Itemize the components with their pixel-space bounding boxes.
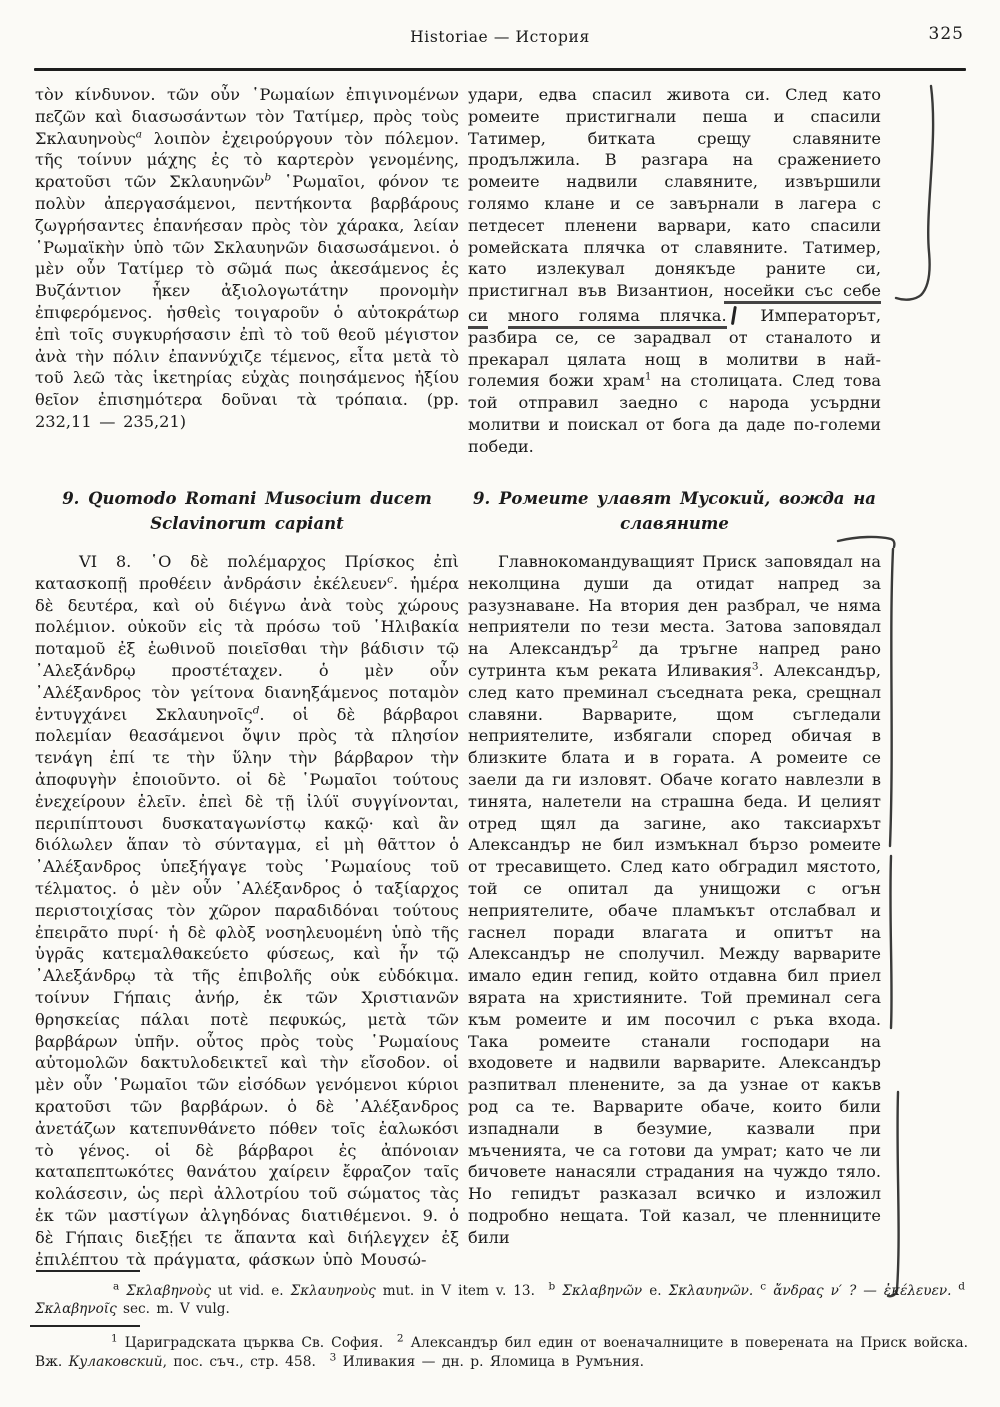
greek-text: . οἱ δὲ βάρβαροι πολεμίαν θεασάμενοι ὄψιν πρὸς τὰ πλησίον τενάγη ἐπί τε τὴν ὕλην τὴν βάρβαρον τὴν ἀποφυγὴν ἐποιοῦντο. οἱ δὲ ῾Ρωμαῖοι τούτους ἐνεχείρουν ἑλεῖν. ἐπεὶ δὲ τῇ ἰλύϊ συγγίνονται, περιπίπτουσι δυσκαταγωνίστῳ κακῷ· καὶ ἂν διόλωλεν ἅπαν τὸ σύνταγμα, εἰ μὴ θᾶττον ὁ ᾿Αλέξανδρος ὑπεξήγαγε τοὺς ῾Ρωμαίους τοῦ τέλματος. ὁ μὲν οὖν ᾿Αλέξανδρος ὁ ταξίαρχος περιστοιχίσας τὸν χῶρον παραδιδόναι τούτους ἐπειρᾶτο πυρί· ἡ δὲ φλὸξ νοσηλευομένη ὑπὸ τῆς ὑγρᾶς κατεμαλθακεύετο φύσεως, καὶ ἦν τῷ ᾿Αλεξάνδρῳ τὰ τῆς ἐπιβολῆς οὐκ εὐδόκιμα. τοίνυν Γήπαις ἀνήρ, ἐκ τῶν Χριστιανῶν θρησκείας πάλαι ποτὲ πεφυκώς, μετὰ τῶν βαρβάρων ὑπῆν. οὗτος πρὸς τοὺς ῾Ρωμαίους αὐτομολῶν δακτυλοδεικτεῖ καὶ τὴν εἴσοδον. οἱ μὲν οὖν ῾Ρωμαῖοι τῶν εἰσόδων γενόμενοι κύριοι κρατοῦσι τῶν βαρβάρων. ὁ δὲ ᾿Αλέξανδρος ἀνετάζων κατεπυνθάνετο πόθεν τοῖς ἑαλωκόσι τὸ γένος. οἱ δὲ βάρβαροι ἐς ἀπόνοιαν καταπεπτωκότες θανάτου χαίρειν ἔφραζον ταῖς κολάσεσιν, ὡς περὶ ἀλλοτρίου τοῦ σώματος τὰς ἐκ τῶν μαστίγων ἀλγηδόνας διατιθέμενοι. 9. ὁ δὲ Γήπαις διεξῄει τε ἅπαντα καὶ διήλεγχεν ἐξ ἐπιλέπτου τὰ πράγματα, φάσκων ὑπὸ Μουσώ- bbox=[35, 704, 459, 1269]
pen-margin-mark-3 bbox=[890, 856, 891, 1028]
space bbox=[488, 306, 508, 325]
pen-bracket-mark bbox=[731, 306, 737, 325]
apparatus-greek: ἄνδρας ν′ ? — ἐκέλευεν. bbox=[766, 1283, 959, 1299]
apparatus-marker-d: d bbox=[252, 704, 260, 717]
apparatus-label-c: c bbox=[760, 1280, 767, 1293]
running-header: Historiae — История bbox=[410, 28, 590, 46]
note-text: Иливакия — дн. р. Яломица в Румъния. bbox=[336, 1354, 645, 1370]
critical-apparatus bbox=[35, 1282, 965, 1318]
greek-text: . ἡμέρα δὲ δευτέρα, καὶ οὐ διέγνω ἀνὰ τοὺς χώρους πολέμιον. οὐκοῦν εἰς τὰ πρόσω τοῦ ῾Ηλιβακία ποταμοῦ ἐξ ἑωθινοῦ ποιεῖσθαι τὴν βάδισιν τῷ ᾿Αλεξάνδρῳ προστέταχεν. ὁ μὲν οὖν ᾿Αλέξανδρος τὸν γείτονα διανηξάμενος ποταμὸν ἐντυγχάνει Σκλαυηνοῖς bbox=[35, 573, 459, 724]
note-author-italic: Кулаковский bbox=[68, 1354, 163, 1370]
bulgarian-section-heading bbox=[468, 486, 881, 536]
apparatus-marker-b: b bbox=[264, 171, 272, 184]
greek-text: λοιπὸν ἐχειρούργουν τὸν πόλεμον. τῆς τοίνυν μάχης ἐς τὸ καρτερὸν γενομένης, κρατοῦσι τῶν Σκλαυηνῶν bbox=[35, 128, 459, 192]
bulgarian-text: да тръгне напред рано сутринта към реката Иливакия bbox=[468, 639, 881, 680]
note-label-3: 3 bbox=[329, 1351, 337, 1364]
pen-overline-mark bbox=[838, 537, 894, 547]
greek-paragraph-section-9 bbox=[35, 551, 459, 1287]
footnote-marker-3: 3 bbox=[751, 660, 759, 673]
note-text: , пос. съч., стр. 458. bbox=[162, 1354, 330, 1370]
apparatus-greek: Σκλαβηνοῖς bbox=[35, 1301, 117, 1317]
greek-paragraph-continued bbox=[35, 84, 459, 484]
pen-margin-mark-2 bbox=[890, 549, 893, 846]
heading-line: 9. Ромеите улавят Мусокий, вожда на bbox=[473, 489, 876, 508]
bulgarian-text: . Александър, след като преминал съседната река, срещнал славяни. Варварите, щом съгледали неприятелите, избягали според обичая в близките блата и в гората. А ромеите се заели да ги изловят. Обаче когато навлезли в тинята, налетели на страшна беда. И целият отред щял да загине, ако таксиархът Александър не бил измъкнал бързо ромеите от тресавището. След като обградил мястото, той се опитал да унищожи с огън неприятелите, обаче пламъкът отслабвал и гаснел поради влагата и опитът на Александър не сполучил. Между варварите имало един гепид, който отдавна бил приел вярата на християните. Той преминал сега към ромеите и им посочил с ръка входа. Така ромеите станали господари на входовете и надвили варварите. Александър разпитвал пленените, за да узнае от какъв род са те. Варварите обаче, които били изпаднали в безумие, казвали при мъченията, че са готови да умрат; като че ли бичовете нанасяли страдания на чуждо тяло. Но гепидът разказал всичко и изложил подробно нещата. Той казал, че пленниците били bbox=[468, 660, 881, 1247]
heading-line: 9. Quomodo Romani Musocium ducem bbox=[62, 489, 432, 508]
note-label-2: 2 bbox=[396, 1332, 404, 1345]
apparatus-marker-c: c bbox=[387, 573, 394, 586]
greek-text: ῾Ρωμαῖοι, φόνον τε πολὺν ἀπεργασάμενοι, πεντήκοντα βαρβάρους ζωγρήσαντες ἐπανήεσαν πρὸς τὸν χάρακα, λείαν ῾Ρωμαϊκὴν ὑπὸ τῶν Σκλαυηνῶν διασωσάμενοι. ὁ μὲν οὖν Τατίμερ τὸ σῶμά πως ἀκεσάμενος ἐς Βυζάντιον ἧκεν ἀξιολογωτάτην προνομὴν ἐπιφερόμενος. ἡσθεὶς τοιγαροῦν ὁ αὐτοκράτωρ ἐπὶ τοῖς συγκυρήσασιν ἐπὶ τὸ τοῦ θεοῦ μέγιστον ἀνὰ τὴν πόλιν ἐπαννύχιζε τέμενος, εἶτα μετὰ τὸ τοῦ λεῶ τὰς ἱκετηρίας εὐχὰς ποιησάμενος ἠξίου θεῖον ἐπισημότερα δοῦναι τὰ τρόπαια. (pp. 232,11 — 235,21) bbox=[35, 172, 459, 431]
greek-text: τὸν κίνδυνον. τῶν οὖν ῾Ρωμαίων ἐπιγινομένων πεζῶν καὶ διασωσάντων τὸν Τατίμερ, πρὸς τοὺς Σκλαυηνοὺς bbox=[35, 85, 459, 148]
apparatus-label-d: d bbox=[958, 1280, 965, 1293]
bulgarian-paragraph-continued bbox=[468, 84, 881, 484]
bulgarian-paragraph-section-9 bbox=[468, 551, 881, 1287]
heading-line: Sclavinorum capiant bbox=[150, 514, 344, 533]
pen-margin-mark-1 bbox=[896, 86, 933, 300]
bulgarian-text: на столицата. След това той отправил заедно с народа усърдни молитви и поискал от бога да даде по-големи победи. bbox=[468, 371, 881, 456]
footnote-separator-rule bbox=[36, 1270, 140, 1272]
footnote-marker-1: 1 bbox=[644, 370, 652, 383]
bulgarian-text: Императорът, разбира се, се зарадвал от станалото и прекарал цялата нощ в молитви в най-големия божи храм bbox=[468, 305, 881, 391]
page-number: 325 bbox=[928, 24, 964, 44]
apparatus-latin: ut vid. e. bbox=[210, 1283, 291, 1299]
note-text: Цариградската църква Св. София. bbox=[117, 1335, 397, 1351]
apparatus-greek: Σκλαβηνοὺς bbox=[119, 1283, 211, 1299]
heading-line: славяните bbox=[620, 514, 729, 533]
apparatus-greek: Σκλαβηνῶν bbox=[555, 1283, 643, 1299]
footnote-separator-rule-2 bbox=[30, 1325, 140, 1327]
greek-text: VI 8. ῾Ο δὲ πολέμαρχος Πρίσκος ἐπὶ κατασκοπῇ προθέειν ἀνδράσιν ἐκέλευεν bbox=[35, 552, 459, 593]
pen-underlined-phrase-1: носейки със себе си bbox=[468, 281, 881, 325]
bulgarian-text: Главнокомандуващият Приск заповядал на неколцина души да отидат напред за разузнаване. На втория ден разбрал, че няма неприятели по тези места. Затова заповядал на Александър bbox=[468, 552, 881, 659]
apparatus-label-a: a bbox=[113, 1280, 120, 1293]
apparatus-latin: sec. m. V vulg. bbox=[116, 1301, 230, 1317]
note-label-1: 1 bbox=[111, 1332, 118, 1345]
apparatus-greek: Σκλαυηνῶν. bbox=[668, 1283, 761, 1299]
apparatus-greek: Σκλαυηνοὺς bbox=[290, 1283, 376, 1299]
pen-underlined-phrase-2: много голяма плячка. bbox=[507, 305, 727, 325]
apparatus-latin: e. bbox=[642, 1283, 669, 1299]
bulgarian-text: удари, едва спасил живота си. След като ромеите пристигнали пеша и спасили Татимер, битката срещу славяните продължила. В разгара на сражението ромеите надвили славяните, извършили голямо клане и се завърнали в лагера с петдесет пленени варвари, като спасили ромейската плячка от славяните. Татимер, като излекувал донякъде раните си, пристигнал във Византион, bbox=[468, 85, 881, 301]
latin-section-heading bbox=[35, 486, 459, 536]
header-rule bbox=[34, 68, 966, 71]
translator-footnotes bbox=[35, 1334, 968, 1372]
note-text: Александър бил един от военачалниците в поверената на Приск войска. Вж. bbox=[35, 1335, 968, 1370]
apparatus-latin: mut. in V item v. 13. bbox=[375, 1283, 549, 1299]
footnote-marker-2: 2 bbox=[611, 638, 619, 651]
apparatus-label-b: b bbox=[548, 1280, 556, 1293]
pen-margin-mark-4 bbox=[888, 1092, 899, 1296]
apparatus-marker-a: a bbox=[135, 128, 143, 141]
